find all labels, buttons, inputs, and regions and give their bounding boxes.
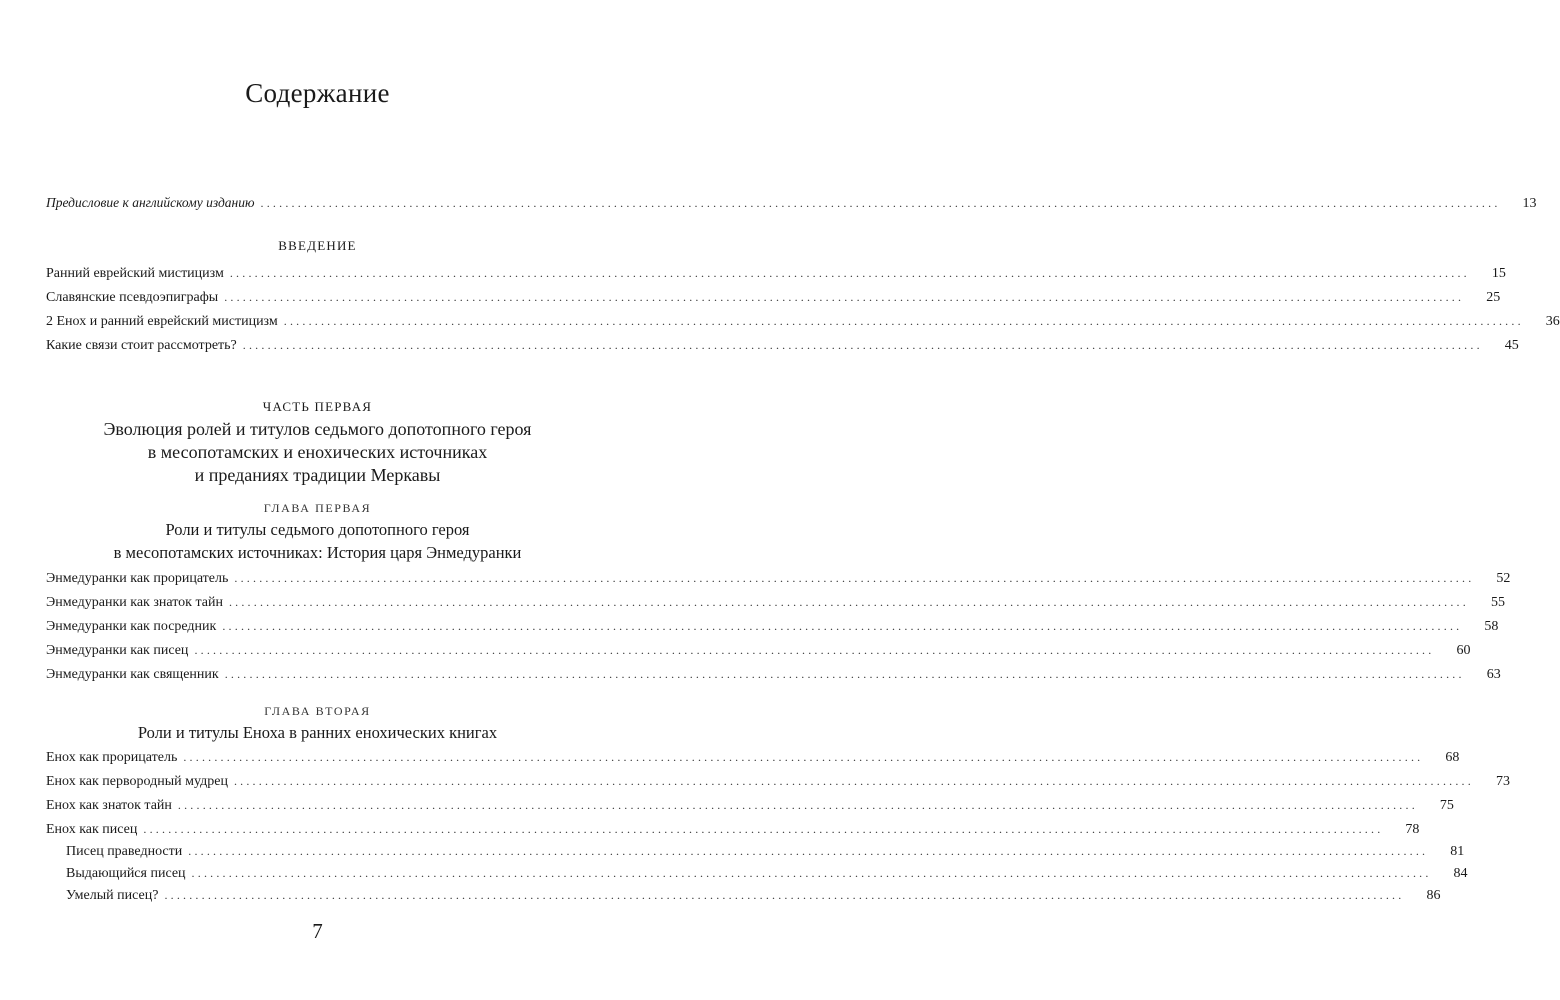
leader-dots: ........................................................................................................................................................................................................	[188, 844, 1429, 858]
leader-dots: ........................................................................................................................................................................................................	[228, 595, 1469, 609]
toc-entry-label: Енох как писец	[46, 822, 138, 837]
toc-entry[interactable]	[46, 664, 1501, 684]
toc-entry-label: Энмедуранки как посредник	[46, 619, 217, 634]
toc-entry-label: Энмедуранки как прорицатель	[46, 571, 229, 586]
chapter-title-line: Роли и титулы седьмого допотопного героя	[165, 520, 470, 539]
leader-dots: ........................................................................................................................................................................................................	[164, 888, 1405, 902]
leader-dots: ........................................................................................................................................................................................................	[143, 822, 1384, 836]
leader-dots: ........................................................................................................................................................................................................	[224, 290, 1465, 304]
leader-dots: ........................................................................................................................................................................................................	[191, 866, 1432, 880]
toc-entry-label: Какие связи стоит рассмотреть?	[46, 338, 237, 353]
toc-entry[interactable]	[46, 335, 1519, 355]
chapter-heading: ГЛАВА ПЕРВАЯ	[263, 501, 372, 515]
toc-entry-label: Энмедуранки как писец	[46, 643, 189, 658]
part-heading: ЧАСТЬ ПЕРВАЯ	[262, 399, 373, 414]
toc-entry[interactable]	[46, 819, 1420, 839]
leader-dots: ........................................................................................................................................................................................................	[233, 774, 1474, 788]
toc-subentry[interactable]	[66, 863, 1468, 883]
toc-entry-label: 2 Енох и ранний еврейский мистицизм	[46, 314, 278, 329]
toc-entry[interactable]	[46, 747, 1460, 767]
part-title-line: и преданиях традиции Меркавы	[194, 465, 441, 485]
toc-entry-label: Энмедуранки как священник	[46, 667, 219, 682]
toc-page-number: 68	[1445, 750, 1460, 765]
leader-dots: ........................................................................................................................................................................................................	[224, 667, 1465, 681]
toc-page-number: 58	[1484, 619, 1499, 634]
page-title: Содержание	[245, 78, 390, 108]
toc-entry-label: Писец праведности	[66, 844, 183, 859]
toc-subentry[interactable]	[66, 885, 1441, 905]
page-number: 7	[312, 919, 323, 943]
chapter-title-line: Роли и титулы Еноха в ранних енохических книгах	[137, 723, 498, 742]
toc-page-number: 81	[1450, 844, 1465, 859]
section-heading-intro: ВВЕДЕНИЕ	[278, 238, 357, 253]
leader-dots: ........................................................................................................................................................................................................	[177, 798, 1418, 812]
leader-dots: ........................................................................................................................................................................................................	[183, 750, 1424, 764]
toc-entry-label: Выдающийся писец	[66, 866, 186, 881]
toc-page-number: 45	[1504, 338, 1519, 353]
toc-entry-label: Енох как первородный мудрец	[46, 774, 228, 789]
toc-entry[interactable]	[46, 616, 1499, 636]
toc-page-number: 84	[1453, 866, 1468, 881]
leader-dots: ........................................................................................................................................................................................................	[283, 314, 1524, 328]
toc-entry[interactable]	[46, 311, 1560, 331]
toc-page-number: 36	[1545, 314, 1560, 329]
toc-page-number: 55	[1490, 595, 1505, 610]
leader-dots: ........................................................................................................................................................................................................	[260, 196, 1501, 210]
toc-page-number: 52	[1496, 571, 1511, 586]
toc-entry[interactable]	[46, 592, 1505, 612]
toc-entry-label: Ранний еврейский мистицизм	[46, 266, 224, 281]
toc-entry[interactable]	[46, 640, 1471, 660]
toc-page-number: 78	[1405, 822, 1420, 837]
toc-entry-label: Енох как знаток тайн	[46, 798, 172, 813]
toc-entry-preface[interactable]	[46, 193, 1537, 213]
toc-subentry[interactable]	[66, 841, 1465, 861]
toc-entry-label: Енох как прорицатель	[46, 750, 178, 765]
toc-page-number: 25	[1486, 290, 1501, 305]
leader-dots: ........................................................................................................................................................................................................	[229, 266, 1470, 280]
toc-page-number: 73	[1495, 774, 1510, 789]
leader-dots: ........................................................................................................................................................................................................	[234, 571, 1475, 585]
part-title-line: Эволюция ролей и титулов седьмого допотопного героя	[103, 419, 532, 439]
toc-entry-label: Умелый писец?	[66, 888, 159, 903]
toc-page-number: 60	[1456, 643, 1471, 658]
toc-page-number: 75	[1439, 798, 1454, 813]
toc-entry[interactable]	[46, 771, 1510, 791]
toc-entry[interactable]	[46, 795, 1454, 815]
part-title-line: в месопотамских и енохических источниках	[147, 442, 488, 462]
leader-dots: ........................................................................................................................................................................................................	[222, 619, 1463, 633]
toc-entry-label: Предисловие к английскому изданию	[46, 195, 255, 210]
toc-entry[interactable]	[46, 568, 1511, 588]
leader-dots: ........................................................................................................................................................................................................	[242, 338, 1483, 352]
toc-page-number: 86	[1426, 888, 1441, 903]
toc-page-number: 15	[1491, 266, 1506, 281]
chapter-title-line: в месопотамских источниках: История царя Энмедуранки	[113, 543, 522, 562]
toc-entry-label: Энмедуранки как знаток тайн	[46, 595, 223, 610]
toc-entry[interactable]	[46, 263, 1506, 283]
chapter-heading: ГЛАВА ВТОРАЯ	[264, 704, 371, 718]
toc-entry[interactable]	[46, 287, 1501, 307]
leader-dots: ........................................................................................................................................................................................................	[194, 643, 1435, 657]
toc-page-number: 63	[1486, 667, 1501, 682]
toc-page-number: 13	[1522, 196, 1537, 211]
toc-entry-label: Славянские псевдоэпиграфы	[46, 290, 219, 305]
